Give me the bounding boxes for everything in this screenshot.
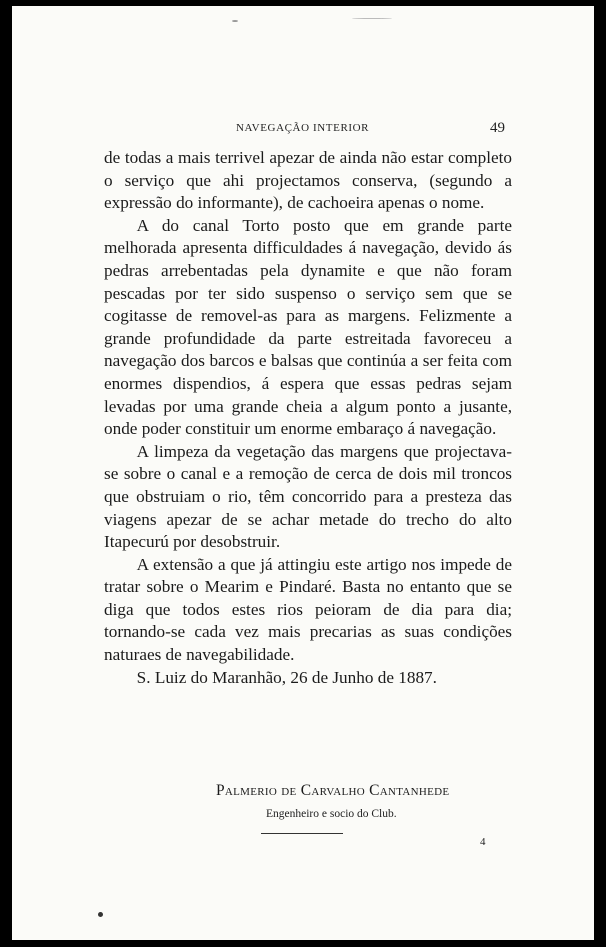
author-role: Engenheiro e socio do Club. <box>266 808 397 820</box>
page-header <box>12 120 594 142</box>
book-page <box>12 6 594 940</box>
paragraph-continuation: de todas a mais terrivel apezar de ainda não estar completo o serviço que ahi projectamos conserva, (segundo a expressão do informante), de cachoeira apenas o nome. <box>104 148 512 213</box>
dateline: S. Luiz do Maranhão, 26 de Junho de 1887. <box>136 667 437 687</box>
paragraph-canal-torto: A do canal Torto posto que em grande parte melhorada apresenta difficuldades á navegação, devido ás pedras arrebentadas pela dynamite e que não foram pescadas por ter sido suspenso o serviço sem que se cogitasse de removel-as para as margens. Felizmente a grande profundidade da parte estreitada favoreceu a navegação dos barcos e balsas que continúa a ser feita com enormes dispendios, á espera que essas pedras sejam levadas por uma grande cheia a algum ponto a jusante, onde poder constituir um enorme embaraço á navegação. <box>104 215 512 439</box>
page-number: 49 <box>490 120 505 136</box>
paragraph-limpeza: A limpeza da vegetação das margens que projectava-se sobre o canal e a remoção de cerca de dois mil troncos que obstruiam o rio, têm concorrido para a presteza das viagens apezar de se achar metade do trecho do alto Itapecurú por desobstruir. <box>104 441 512 552</box>
ink-speck <box>232 20 238 22</box>
body-text <box>104 147 512 689</box>
author-signature: Palmerio de Carvalho Cantanhede <box>216 782 450 799</box>
footer-rule <box>261 833 343 834</box>
ink-speck <box>352 18 392 19</box>
paragraph-extensao: A extensão a que já attingiu este artigo nos impede de tratar sobre o Mearim e Pindaré. Basta no entanto que se diga que todos estes rios peioram de dia para dia; tornando-se cada vez mais precarias as suas condições naturaes de navegabilidade. <box>104 554 512 665</box>
printer-signature-mark: 4 <box>480 836 486 848</box>
running-title: NAVEGAÇÃO INTERIOR <box>236 122 370 134</box>
ink-speck <box>98 912 103 917</box>
